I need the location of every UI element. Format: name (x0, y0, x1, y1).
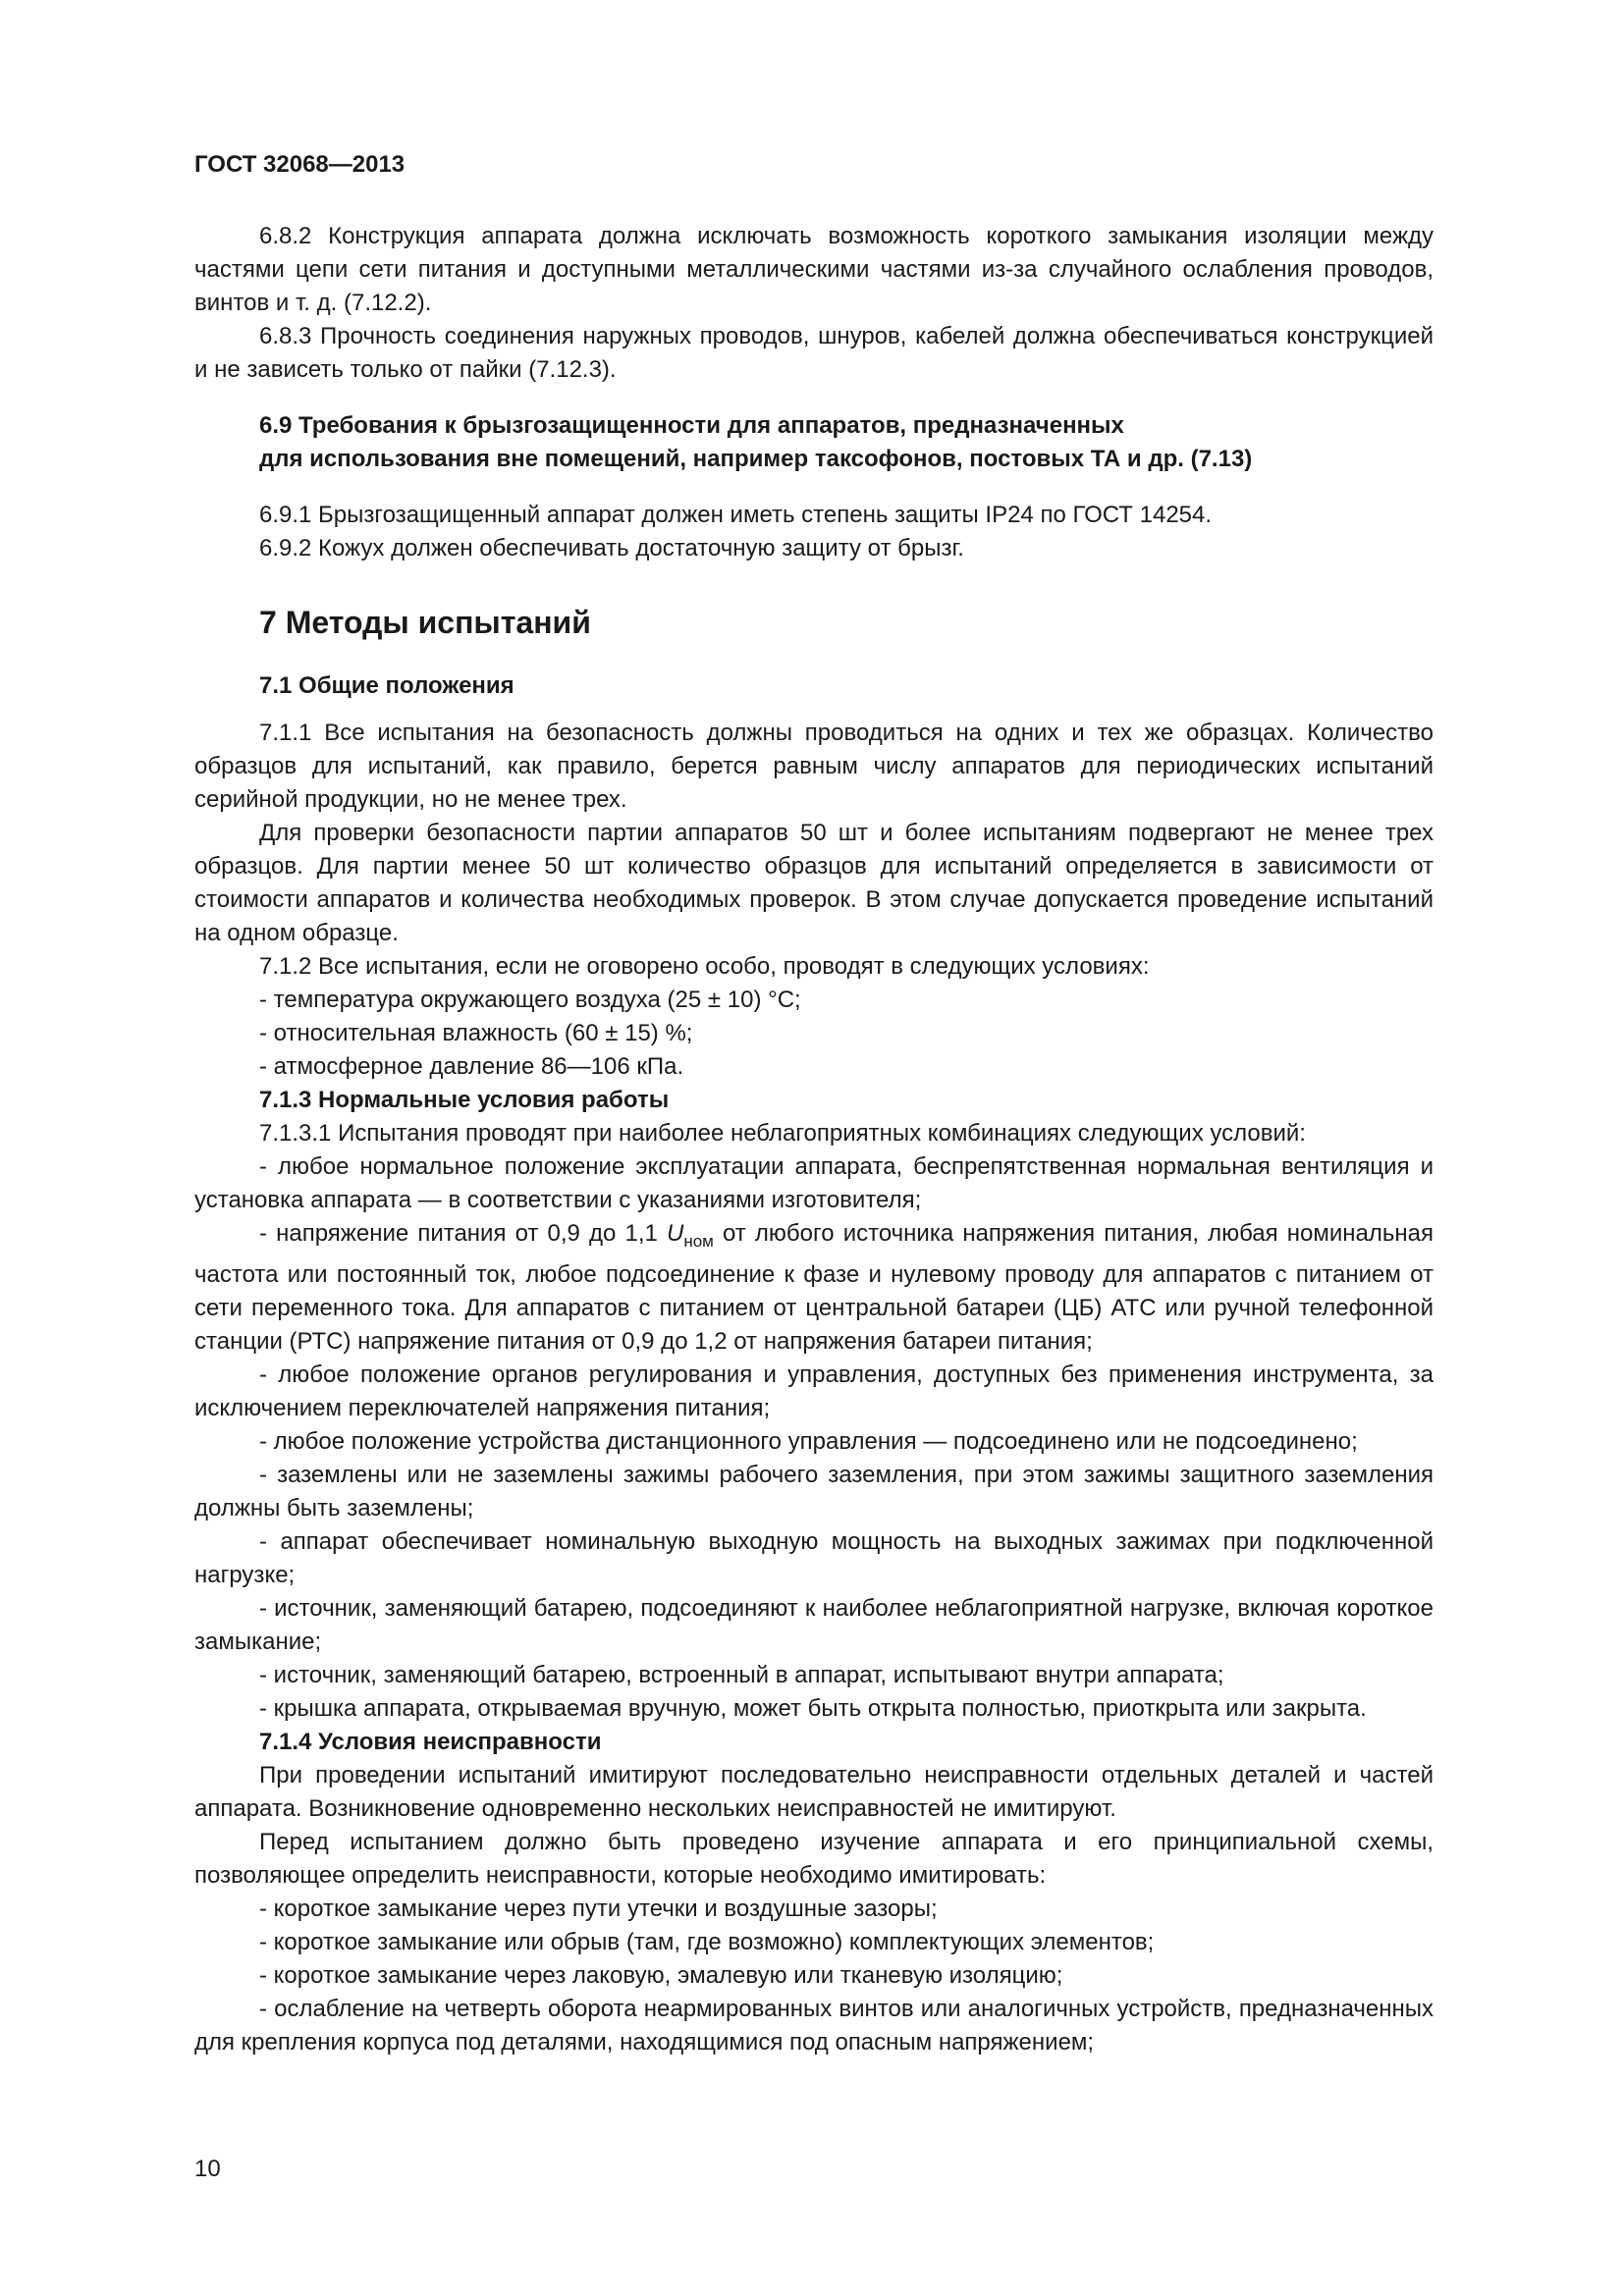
section-6-8 (194, 220, 1434, 387)
paragraph-6-9-1: 6.9.1 Брызгозащищенный аппарат должен иметь степень защиты IP24 по ГОСТ 14254. (259, 502, 1213, 528)
page-number: 10 (194, 2156, 221, 2182)
paragraph-7-1-1-b: Для проверки безопасности партии аппаратов 50 шт и более испытаниям подвергают не менее трех образцов. Для партии менее 50 шт количество образцов для испытаний определяется в зависимости от стоимости аппаратов и количества необходимых проверок. В этом случае допускается проведение испытаний на одном образце. (194, 820, 1434, 946)
list-item: - аппарат обеспечивает номинальную выходную мощность на выходных зажимах при подключенной нагрузке; (194, 1528, 1434, 1588)
list-item: - любое положение устройства дистанционного управления — подсоединено или не подсоединено; (259, 1428, 1358, 1455)
section-7-heading: 7 Методы испытаний (259, 605, 591, 640)
voltage-text-post: от любого источника напряжения питания, любая номинальная частота или постоянный ток, любое подсоединение к фазе и нулевому проводу для аппаратов с питанием от сети переменного тока. Для аппаратов с питанием от центральной батареи (ЦБ) АТС или ручной телефонной станции (РТС) напряжение питания от 0,9 до 1,2 от напряжения батареи питания; (194, 1220, 1434, 1355)
fault-item: - ослабление на четверть оборота неармированных винтов или аналогичных устройств, предназначенных для крепления корпуса под деталями, находящимися под опасным напряжением; (194, 1996, 1434, 2056)
fault-item: - короткое замыкание через лаковую, эмалевую или тканевую изоляцию; (259, 1962, 1063, 1989)
voltage-symbol: U (666, 1220, 684, 1247)
paragraph-7-1-3-1: 7.1.3.1 Испытания проводят при наиболее неблагоприятных комбинациях следующих условий: (259, 1120, 1306, 1147)
section-7-1-3-heading: 7.1.3 Нормальные условия работы (259, 1087, 670, 1113)
voltage-subscript: ном (683, 1232, 714, 1251)
document-header: ГОСТ 32068—2013 (194, 151, 406, 178)
paragraph-6-9-2: 6.9.2 Кожух должен обеспечивать достаточную защиту от брызг. (259, 535, 964, 561)
condition-item: - относительная влажность (60 ± 15) %; (259, 1020, 693, 1046)
section-6-9-heading (259, 409, 1252, 476)
list-item: - заземлены или не заземлены зажимы рабочего заземления, при этом зажимы защитного заземления должны быть заземлены; (194, 1462, 1434, 1522)
voltage-text-pre: - напряжение питания от 0,9 до 1,1 (259, 1220, 667, 1247)
section-6-9 (194, 499, 1434, 565)
list-item: - любое нормальное положение эксплуатации аппарата, беспрепятственная нормальная вентиляция и установка аппарата — в соответствии с указаниями изготовителя; (194, 1153, 1434, 1213)
paragraph-7-1-4-b: Перед испытанием должно быть проведено изучение аппарата и его принципиальной схемы, позволяющее определить неисправности, которые необходимо имитировать: (194, 1829, 1434, 1889)
paragraph-6-8-3: 6.8.3 Прочность соединения наружных проводов, шнуров, кабелей должна обеспечиваться конструкцией и не зависеть только от пайки (7.12.3). (194, 323, 1434, 383)
section-7-1 (194, 717, 1434, 2059)
section-7-1-4-heading: 7.1.4 Условия неисправности (259, 1729, 602, 1755)
paragraph-7-1-2: 7.1.2 Все испытания, если не оговорено особо, проводят в следующих условиях: (259, 953, 1150, 980)
list-item: - любое положение органов регулирования и управления, доступных без применения инструмента, за исключением переключателей напряжения питания; (194, 1362, 1434, 1421)
heading-line-1: 6.9 Требования к брызгозащищенности для аппаратов, предназначенных (259, 412, 1124, 439)
paragraph-7-1-1: 7.1.1 Все испытания на безопасность должны проводиться на одних и тех же образцах. Количество образцов для испытаний, как правило, берется равным числу аппаратов для периодических испытаний серийной продукции, но не менее трех. (194, 720, 1434, 813)
section-7-1-heading: 7.1 Общие положения (259, 672, 514, 699)
list-item: - источник, заменяющий батарею, подсоединяют к наиболее неблагоприятной нагрузке, включая короткое замыкание; (194, 1595, 1434, 1655)
fault-item: - короткое замыкание через пути утечки и воздушные зазоры; (259, 1896, 938, 1922)
list-item: - источник, заменяющий батарею, встроенный в аппарат, испытывают внутри аппарата; (259, 1662, 1224, 1688)
list-item: - крышка аппарата, открываемая вручную, может быть открыта полностью, приоткрыта или закрыта. (259, 1695, 1367, 1722)
condition-item: - атмосферное давление 86—106 кПа. (259, 1053, 684, 1080)
condition-item: - температура окружающего воздуха (25 ± 10) °С; (259, 987, 801, 1013)
list-item-voltage (194, 1217, 1434, 1359)
paragraph-6-8-2: 6.8.2 Конструкция аппарата должна исключать возможность короткого замыкания изоляции между частями цепи сети питания и доступными металлическими частями из-за случайного ослабления проводов, винтов и т. д. (7.12.2). (194, 223, 1434, 316)
paragraph-7-1-4-a: При проведении испытаний имитируют последовательно неисправности отдельных деталей и частей аппарата. Возникновение одновременно нескольких неисправностей не имитируют. (194, 1762, 1434, 1822)
heading-line-2: для использования вне помещений, например таксофонов, постовых ТА и др. (7.13) (259, 446, 1253, 472)
fault-item: - короткое замыкание или обрыв (там, где возможно) комплектующих элементов; (259, 1929, 1155, 1955)
